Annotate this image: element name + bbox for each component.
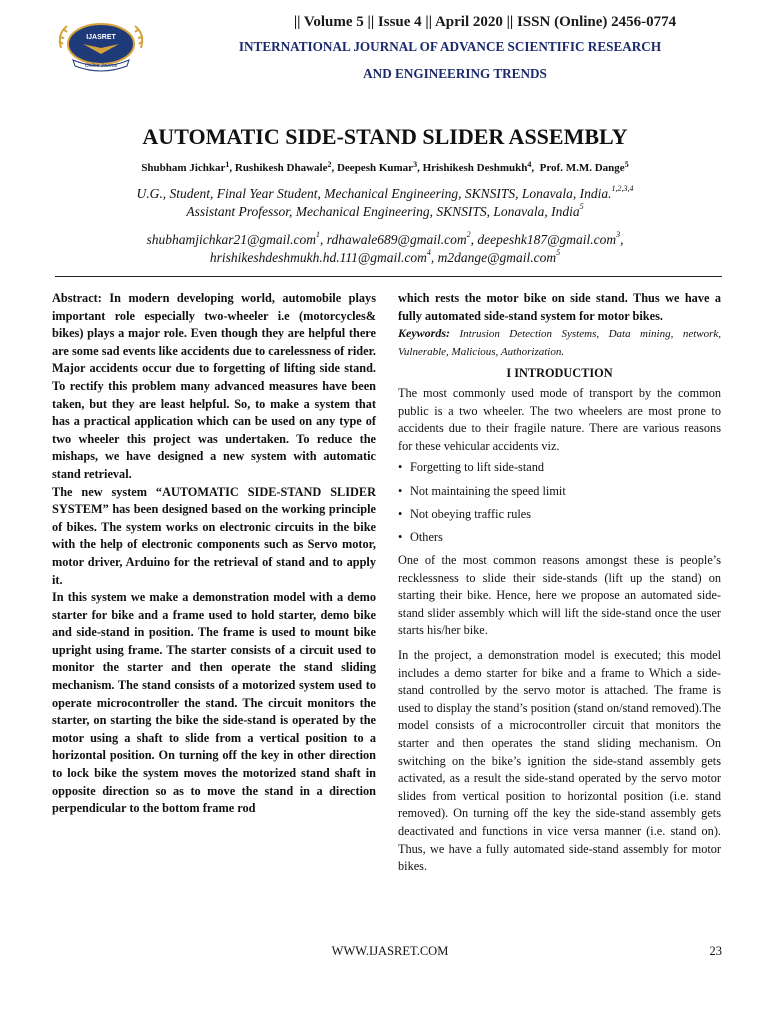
project-paragraph: In the project, a demonstration model is executed; this model includes a demo starter for bike and a frame to Which a side-stand controlled by the servo motor is attached. The frame is used to display the stand’s position (stand on/stand removed).The model consists of a microcontroller circuit that monitors the starter and then operates the stand sliding mechanism. On switching on the bike’s ignition the side-stand assembly gets activated, as a result the side-stand operated by the servo motor slides from vertical position to horizontal position (i.e. stand removed). On turning off the key the side-stand assembly gets deactivated and functions in vice versa manner (i.e. stand on). Thus, we have a fully automated side-stand assembly for motor bikes. bbox=[398, 648, 721, 874]
left-column bbox=[52, 290, 376, 818]
volume-issue-line: || Volume 5 || Issue 4 || April 2020 || ISSN (Online) 2456-0774 bbox=[293, 14, 677, 30]
keywords-label: Keywords: bbox=[398, 326, 450, 341]
author-name: Rushikesh Dhawale bbox=[234, 162, 328, 174]
paper-title: AUTOMATIC SIDE-STAND SLIDER ASSEMBLY bbox=[142, 124, 628, 149]
keywords-list: Intrusion Detection Systems, Data mining, network, Vulnerable, Malicious, Authorization. bbox=[398, 328, 722, 358]
author-list: Shubham Jichkar$^1$, Rushikesh Dhawale$^2$, Deepesh Kumar$^3$, Hrishikesh Deshmukh$^4$, Prof. M.M. Dange$^5$ bbox=[141, 160, 629, 174]
email: rdhawale689@gmail.com bbox=[326, 232, 467, 247]
section-heading-introduction: I INTRODUCTION bbox=[506, 366, 613, 381]
email: deepeshk187@gmail.com bbox=[477, 232, 617, 247]
list-item: • Not maintaining the speed limit bbox=[398, 483, 721, 501]
intro-paragraph: The most commonly used mode of transport by the common public is a two wheeler. The two wheelers are most prone to accidents due to their fragile nature. There are various reasons for these vehicular accidents viz. bbox=[398, 385, 721, 453]
journal-name-line2: AND ENGINEERING TRENDS bbox=[363, 66, 547, 81]
email: m2dange@gmail.com bbox=[437, 250, 557, 265]
journal-name-line1: INTERNATIONAL JOURNAL OF ADVANCE SCIENTIFIC RESEARCH bbox=[238, 39, 662, 54]
logo-bottom-text: Online Journal bbox=[84, 63, 118, 69]
list-item: • Not obeying traffic rules bbox=[398, 506, 721, 524]
right-column bbox=[398, 290, 721, 876]
email: shubhamjichkar21@gmail.com bbox=[146, 232, 317, 247]
author-emails-line1: shubhamjichkar21@gmail.com$^1$, rdhawale689@gmail.com$^2$, deepeshk187@gmail.com$^3$, bbox=[146, 230, 624, 247]
abstract-paragraph: Abstract: In modern developing world, automobile plays important role especially two-wheeler i.e (motorcycles& bikes) plays a major role. Even though they are helpful there are some sad events like accidents due to carelessness of rider. Major accidents occur due to forgetting of lifting side stand. To rectify this problem many advanced measures have been taken, but they are least helpful. So, to make a system that has a practical application which can be used on any type of two wheeler this project was undertaken. To reduce the mishaps, we have designed a new system with automatic stand retrieval. bbox=[52, 291, 376, 481]
logo-top-text: IJASRET bbox=[86, 34, 116, 41]
keywords bbox=[398, 325, 721, 361]
affiliation-professor: Assistant Professor, Mechanical Engineering, SKNSITS, Lonavala, India$^5$ bbox=[186, 202, 584, 219]
abstract-continuation: which rests the motor bike on side stand. Thus we have a fully automated side-stand system for motor bikes. bbox=[398, 291, 721, 323]
author-name: Deepesh Kumar bbox=[336, 162, 414, 174]
email: hrishikeshdeshmukh.hd.111@gmail.com bbox=[209, 250, 427, 265]
author-emails-line2: hrishikeshdeshmukh.hd.111@gmail.com$^4$, m2dange@gmail.com$^5$ bbox=[209, 248, 561, 265]
affiliation-students: U.G., Student, Final Year Student, Mechanical Engineering, SKNSITS, Lonavala, India.$^{1,2,3,4}$ bbox=[136, 184, 634, 201]
accident-reasons-list bbox=[398, 459, 721, 546]
demo-model-paragraph: In this system we make a demonstration model with a demo starter for bike and a frame used to hold starter, demo bike and side-stand in position. The frame is used to mount bike upright using frame. The starter consists of a circuit used to monitor the starter and then operate the stand sliding mechanism. The stand consists of a motorized system used to operate microcontroller the stand. The circuit monitors the starter, on starting the bike the side-stand is operated by the motor using a shaft to slide from a vertical position to a horizontal position. On turning off the key in other direction to lock bike the system moves the motorized stand shaft in opposite direction so as to move the stand in a direction perpendicular to the bottom frame rod bbox=[52, 590, 376, 816]
system-paragraph: The new system “AUTOMATIC SIDE-STAND SLIDER SYSTEM” has been designed based on the working principle of bikes. The system works on electronic circuits in the bike with the help of electronic components such as Servo motor, motor driver, Arduino for the retrieval of stand and to apply it. bbox=[52, 484, 376, 587]
header-divider bbox=[55, 276, 722, 277]
list-item: • Forgetting to lift side-stand bbox=[398, 459, 721, 477]
page-number: 23 bbox=[709, 944, 722, 958]
author-name: Hrishikesh Deshmukh bbox=[422, 162, 528, 174]
reasons-paragraph: One of the most common reasons amongst these is people’s recklessness to slide their side-stands (lift up the stand) on starting their bike. Hence, here we propose an automated side-stand slider assembly which will lift the side-stand once the user starts his/her bike. bbox=[398, 553, 721, 638]
author-name: Prof. M.M. Dange bbox=[539, 162, 625, 174]
footer-website: WWW.IJASRET.COM bbox=[331, 944, 449, 958]
journal-logo bbox=[55, 18, 147, 72]
author-name: Shubham Jichkar bbox=[141, 162, 226, 174]
list-item: • Others bbox=[398, 529, 721, 547]
